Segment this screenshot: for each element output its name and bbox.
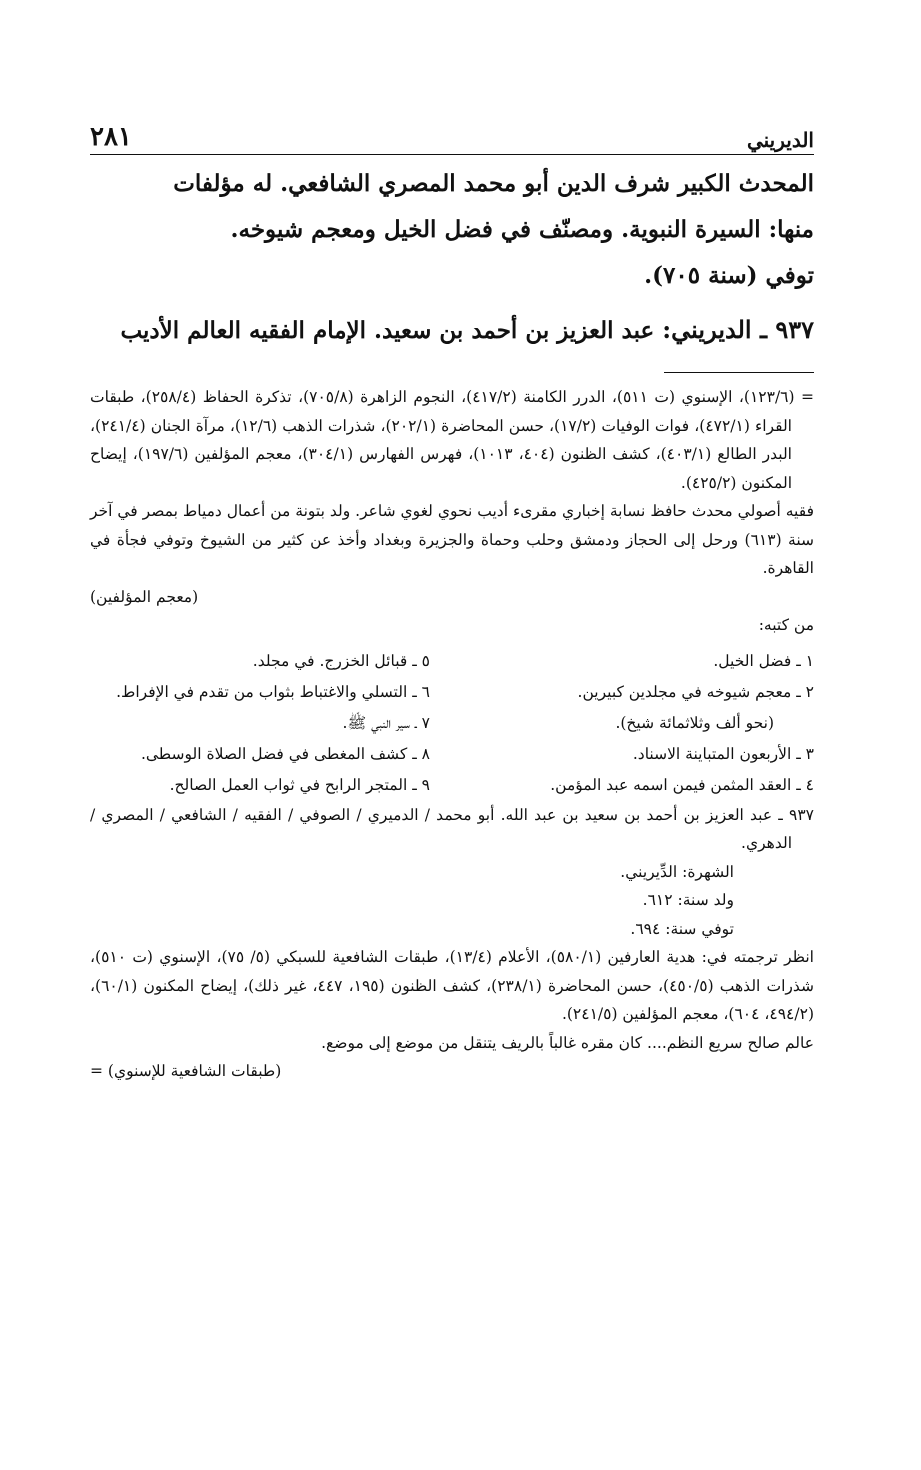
- book-item: ٨ ـ كشف المغطى في فضل الصلاة الوسطى.: [140, 744, 430, 763]
- footnote-rule: [664, 372, 814, 373]
- references-1: = (١٢٣/٦)، الإسنوي (ت ٥١١)، الدرر الكامنة (٤١٧/٢)، النجوم الزاهرة (٧٠٥/٨)، تذكرة الحفاظ (٢٥٨/٤)، طبقات القراء (٤٧٢/١)، فوات الوفيات (١٧/٢)، حسن المحاضرة (٢٠٢/١)، شذرات الذهب (١٢/٦)، مرآة الجنان (٢٤١/٤)، البدر الطالع (٤٠٣/١)، كشف الظنون (٤٠٤، ١٠١٣)، فهرس الفهارس (٣٠٤/١)، معجم المؤلفين (١٩٧/٦)، إيضاح المكنون (٤٢٥/٢).: [90, 388, 814, 492]
- header-rule: [90, 154, 814, 155]
- books-intro: من كتبه:: [758, 616, 814, 634]
- entry-937-record: ٩٣٧ ـ عبد العزيز بن أحمد بن سعيد بن عبد الله. أبو محمد / الدميري / الصوفي / الفقيه / الشافعي / المصري / الدهري.: [90, 805, 814, 852]
- book-item: ٦ ـ التسلي والاغتباط بثواب من تقدم في الإفراط.: [116, 682, 430, 701]
- death-year-line: توفي سنة: ٦٩٤.: [630, 919, 734, 938]
- entry-937: [90, 307, 814, 354]
- death-line: توفي (سنة ٧٠٥).: [644, 262, 814, 289]
- book-item: ٢ ـ معجم شيوخه في مجلدين كبيرين.: [577, 682, 814, 701]
- book-item: ٥ ـ قبائل الخزرج. في مجلد.: [252, 651, 430, 670]
- footnotes: [90, 383, 814, 1086]
- description-line: عالم صالح سريع النظم.... كان مقره غالباً بالريف يتنقل من موضع إلى موضع.: [321, 1033, 814, 1052]
- books-column-left: [90, 646, 430, 801]
- entry-text: عبد العزيز بن أحمد بن سعيد. الإمام الفقيه العالم الأديب: [120, 317, 655, 344]
- page-header: [90, 118, 814, 152]
- book-item: ٧ ـ سير النبي ﷺ.: [342, 713, 430, 732]
- book-item: ٩ ـ المتجر الرابح في ثواب العمل الصالح.: [169, 775, 430, 794]
- book-item: ٣ ـ الأربعون المتباينة الاسناد.: [632, 744, 814, 763]
- book-item: ١ ـ فضل الخيل.: [713, 651, 814, 670]
- page-number: ٢٨١: [90, 122, 132, 152]
- book-item-note: (نحو ألف وثلاثمائة شيخ).: [615, 713, 774, 732]
- books-column-right: [474, 646, 814, 801]
- source-citation-2: (طبقات الشافعية للإسنوي) =: [90, 1062, 282, 1080]
- entry-heading: ٩٣٧ ـ الديريني:: [662, 315, 814, 344]
- fame-line: الشهرة: الدِّيريني.: [620, 862, 734, 881]
- main-text: [90, 161, 814, 354]
- page: [90, 118, 814, 1086]
- source-citation-1: (معجم المؤلفين): [90, 587, 199, 606]
- biography: فقيه أصولي محدث حافظ نسابة إخباري مقرىء أديب نحوي لغوي شاعر. ولد بتونة من أعمال دمياط بمصر في آخر سنة (٦١٣) ورحل إلى الحجاز ودمشق وحلب وحماة والجزيرة وبغداد وأخذ عن كثير من الشيوخ وتوفي فجأة في القاهرة.: [90, 502, 815, 577]
- running-title: الديريني: [746, 128, 814, 152]
- birth-line: ولد سنة: ٦١٢.: [642, 891, 734, 909]
- book-item: ٤ ـ العقد المثمن فيمن اسمه عبد المؤمن.: [550, 775, 814, 794]
- main-line: المحدث الكبير شرف الدين أبو محمد المصري الشافعي. له مؤلفات: [173, 170, 814, 197]
- main-line: منها: السيرة النبوية. ومصنّف في فضل الخيل ومعجم شيوخه.: [230, 216, 814, 243]
- books-list: [90, 646, 814, 801]
- references-2: انظر ترجمته في: هدية العارفين (٥٨٠/١)، الأعلام (١٣/٤)، طبقات الشافعية للسبكي (٥/ ٧٥)، الإسنوي (ت ٥١٠)، شذرات الذهب (٤٥٠/٥)، حسن المحاضرة (٢٣٨/١)، كشف الظنون (١٩٥، ٤٤٧، غير ذلك)، إيضاح المكنون (٦٠/١)، (٤٩٤/٢، ٦٠٤)، معجم المؤلفين (٢٤١/٥).: [90, 948, 814, 1023]
